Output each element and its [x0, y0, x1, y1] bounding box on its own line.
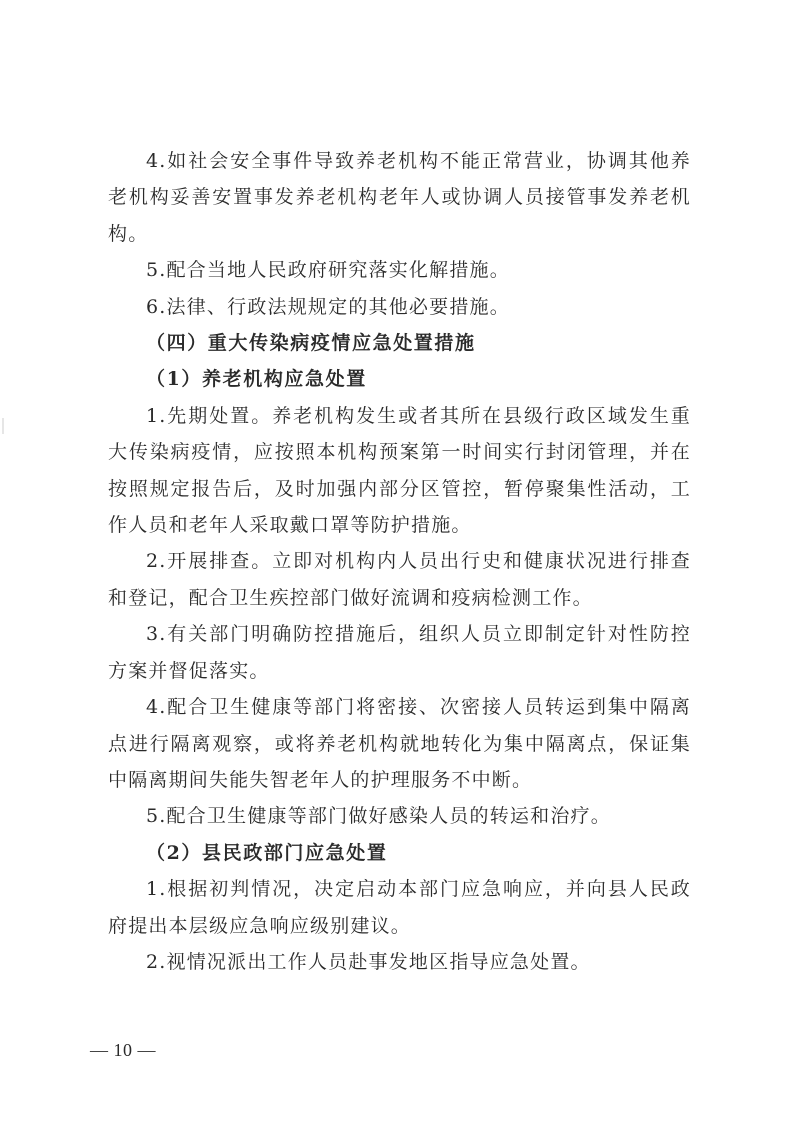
paragraph-control-plan: 3.有关部门明确防控措施后，组织人员立即制定针对性防控方案并督促落实。 — [108, 623, 691, 682]
subsection-heading-county-civil-affairs: （2）县民政部门应急处置 — [146, 841, 388, 864]
section-heading-epidemic-measures: （四）重大传染病疫情应急处置措施 — [146, 332, 476, 355]
paragraph-initial-handling: 1.先期处置。养老机构发生或者其所在县级行政区域发生重大传染病疫情，应按照本机构预案第一时间实行封闭管理，并在按照规定报告后，及时加强内部分区管控，暂停聚集性活动，工作人员和老年人采取戴口罩等防护措施。 — [108, 404, 691, 537]
paragraph-start-response: 1.根据初判情况，决定启动本部门应急响应，并向县人民政府提出本层级应急响应级别建议。 — [108, 878, 691, 937]
paragraph-screening: 2.开展排查。立即对机构内人员出行史和健康状况进行排查和登记，配合卫生疾控部门做好流调和疫病检测工作。 — [108, 550, 691, 609]
document-body — [108, 143, 691, 980]
paragraph-item-6-other-measures: 6.法律、行政法规规定的其他必要措施。 — [146, 295, 510, 318]
paragraph-dispatch-staff: 2.视情况派出工作人员赴事发地区指导应急处置。 — [146, 950, 591, 973]
paragraph-transfer-treatment: 5.配合卫生健康等部门做好感染人员的转运和治疗。 — [146, 805, 611, 828]
paragraph-isolation: 4.配合卫生健康等部门将密接、次密接人员转运到集中隔离点进行隔离观察，或将养老机构就地转化为集中隔离点，保证集中隔离期间失能失智老年人的护理服务不中断。 — [108, 696, 691, 791]
scan-margin-mark — [2, 418, 4, 434]
page-number: — 10 — — [90, 1040, 156, 1060]
paragraph-item-5-cooperate-government: 5.配合当地人民政府研究落实化解措施。 — [146, 259, 510, 282]
subsection-heading-institution-response: （1）养老机构应急处置 — [146, 368, 367, 391]
paragraph-item-4-social-security: 4.如社会安全事件导致养老机构不能正常营业，协调其他养老机构妥善安置事发养老机构老年人或协调人员接管事发养老机构。 — [108, 150, 691, 245]
